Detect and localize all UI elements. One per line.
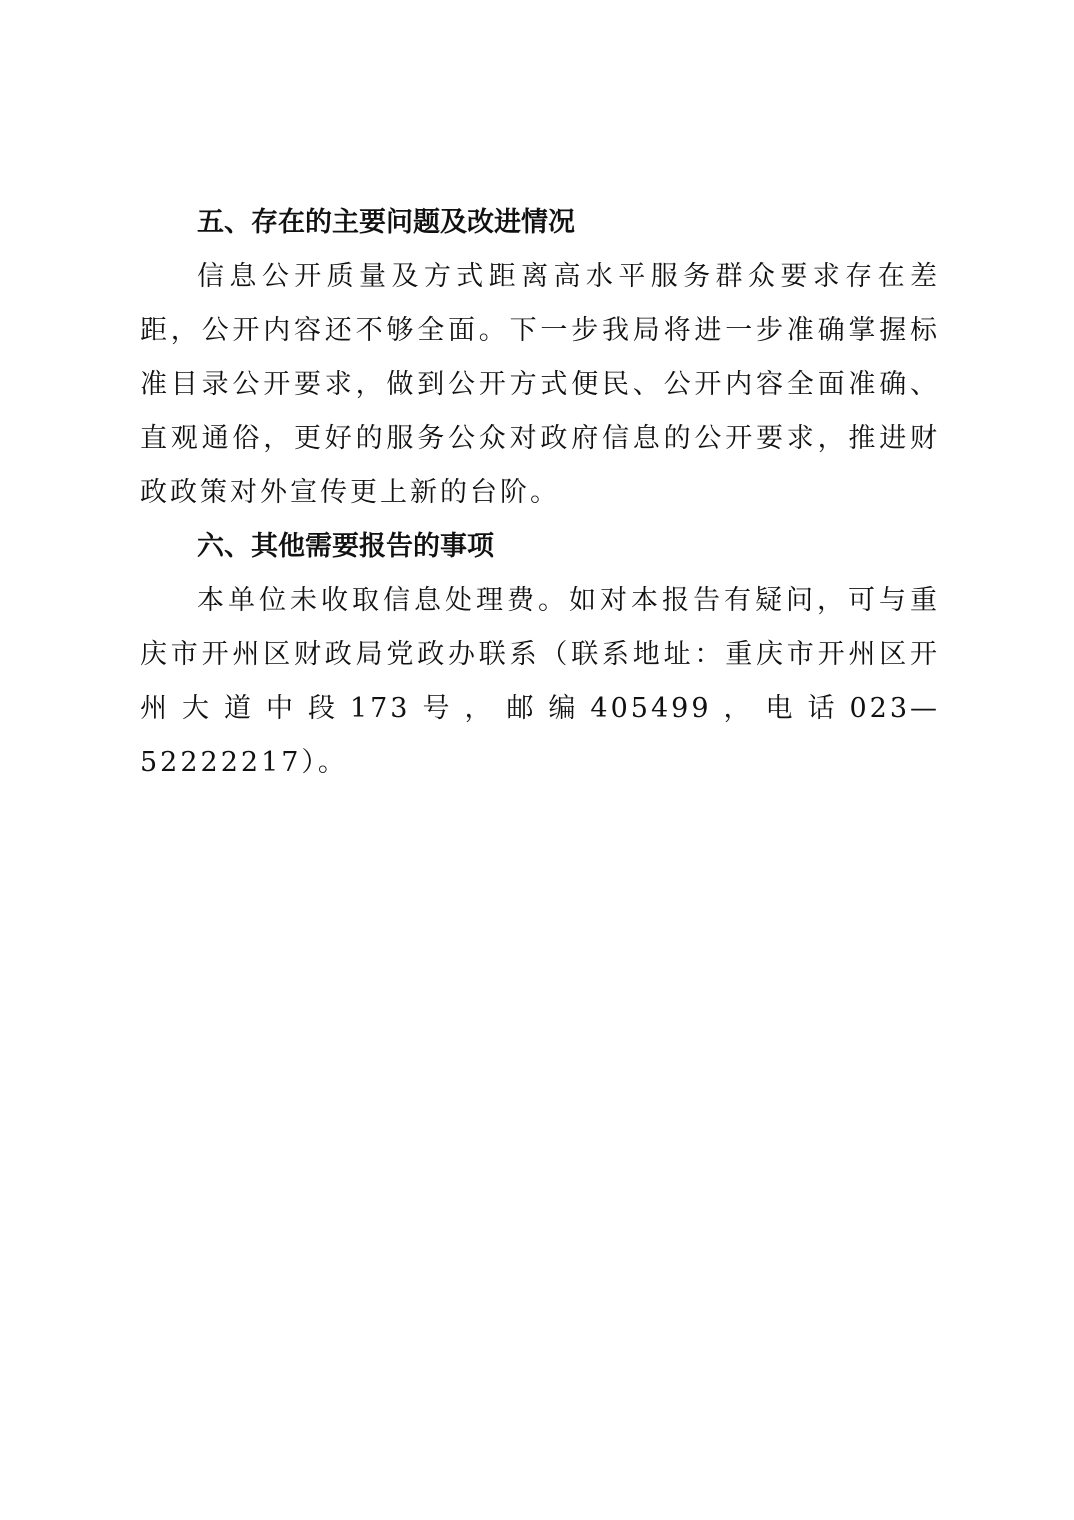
- section-paragraph-problems: 信息公开质量及方式距离高水平服务群众要求存在差距，公开内容还不够全面。下一步我局将进一步准确掌握标准目录公开要求，做到公开方式便民、公开内容全面准确、直观通俗，更好的服务公众对政府信息的公开要求，推进财政政策对外宣传更上新的台阶。: [140, 261, 940, 508]
- document-body: [140, 196, 940, 790]
- section-heading-problems: 五、存在的主要问题及改进情况: [197, 207, 575, 238]
- section-heading-other-matters: 六、其他需要报告的事项: [197, 531, 494, 562]
- section-paragraph-other-matters: 本单位未收取信息处理费。如对本报告有疑问，可与重庆市开州区财政局党政办联系（联系地址：重庆市开州区开州大道中段173号，邮编405499，电话023—52222217）。: [140, 585, 940, 778]
